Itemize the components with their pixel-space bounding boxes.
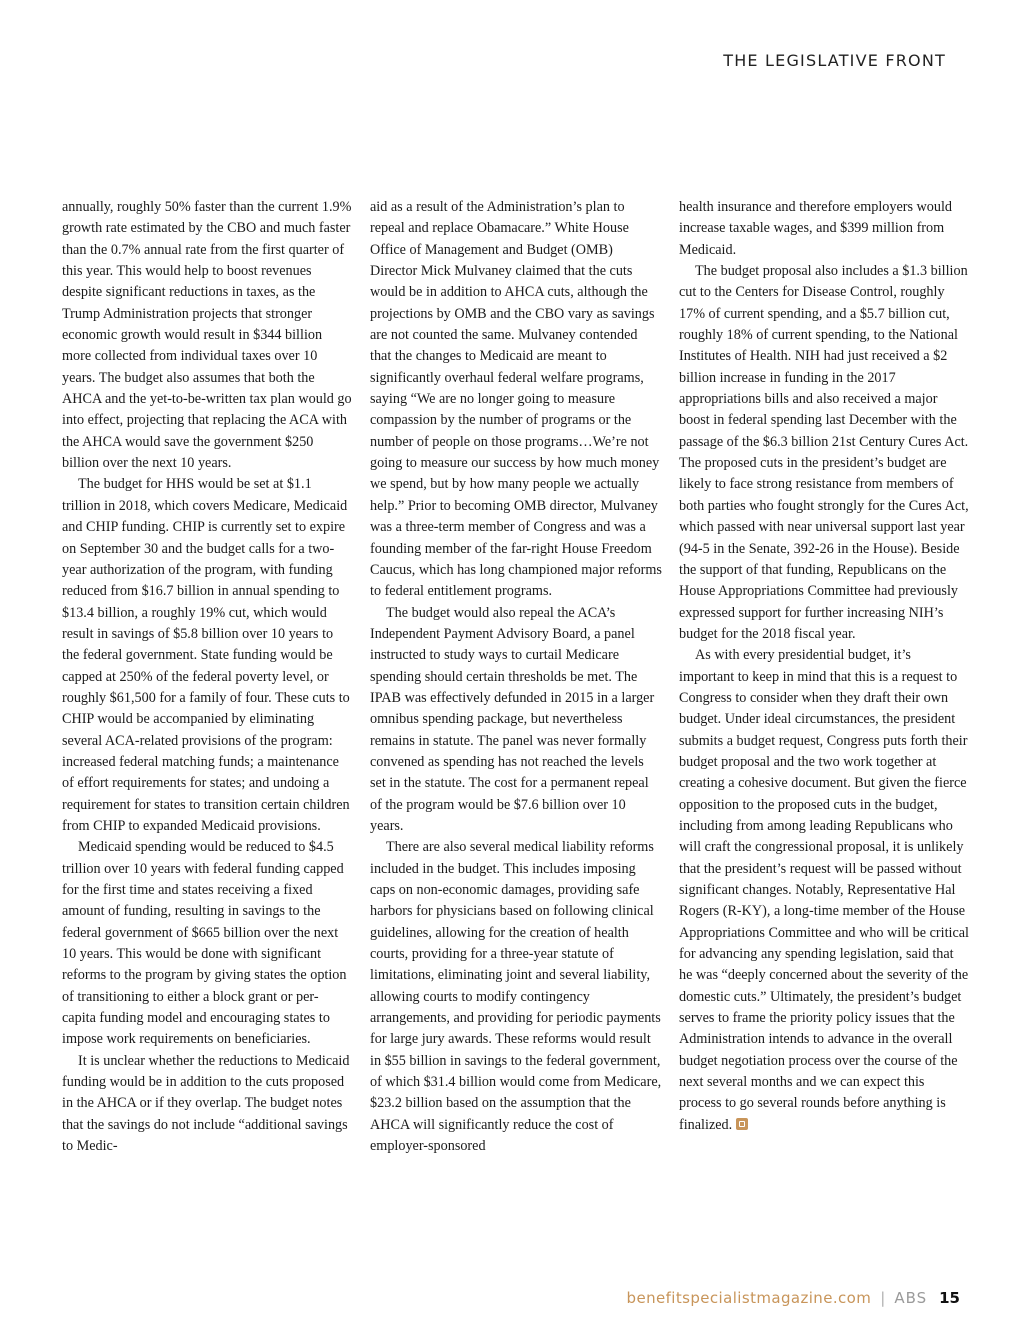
- paragraph: health insurance and therefore employers would increase taxable wages, and $399 million from Medicaid.: [679, 199, 953, 258]
- section-label: THE LEGISLATIVE FRONT: [723, 51, 946, 70]
- footer-website: benefitspecialistmagazine.com: [626, 1289, 872, 1307]
- paragraph-text: As with every presidential budget, it’s important to keep in mind that this is a request to Congress to consider when they draft their own budget. Under ideal circumstances, the president submits a budget request, Congress puts forth their budget proposal and the two work together at creating a cohesive document. But given the fierce opposition to the proposed cuts in the budget, including from among leading Republicans who will craft the congressional proposal, it is unlikely that the president’s request will be passed without significant changes. Notably, Representative Hal Rogers (R-KY), a long-time member of the House Appropriations Committee and who will be critical for advancing any spending legislation, said that he was “deeply concerned about the severity of the domestic cuts.” Ultimately, the president’s budget serves to frame the priority policy issues that the Administration intends to advance in the overall budget negotiation process over the course of the next several months and we can expect this process to go several rounds before anything is finalized.: [679, 647, 969, 1133]
- column-2: [370, 197, 662, 1157]
- paragraph: The budget proposal also includes a $1.3 billion cut to the Centers for Disease Control, roughly 17% of current spending, and a $5.7 billion cut, roughly 18% of current spending, to the National Institutes of Health. NIH had just received a $2 billion increase in funding in the 2017 appropriations bills and also received a major boost in federal spending last December with the passage of the $6.3 billion 21st Century Cures Act. The proposed cuts in the president’s budget are likely to face strong resistance from members of both parties who fought strongly for the Cures Act, which passed with near universal support last year (94-5 in the Senate, 392-26 in the House). Beside the support of that funding, Republicans on the House Appropriations Committee had previously expressed support for further increasing NIH’s budget for the 2018 fiscal year.: [679, 263, 969, 642]
- page-number: 15: [939, 1289, 960, 1307]
- article-body: [0, 197, 1024, 1257]
- paragraph: It is unclear whether the reductions to Medicaid funding would be in addition to the cuts proposed in the AHCA or if they overlap. The budget notes that the savings do not include “additional savings to Medic-: [62, 1052, 350, 1155]
- end-mark-icon: [736, 1118, 748, 1130]
- paragraph: aid as a result of the Administration’s plan to repeal and replace Obamacare.” White House Office of Management and Budget (OMB) Director Mick Mulvaney claimed that the cuts would be in addition to AHCA cuts, although the projections by OMB and the CBO vary as savings are not counted the same. Mulvaney contended that the changes to Medicaid are meant to significantly overhaul federal welfare programs, saying “We are no longer going to measure compassion by the number of programs or the number of people on those programs…We’re not going to measure our success by how much money we spend, but by how many people we actually help.” Prior to becoming OMB director, Mulvaney was a three-term member of Congress and was a founding member of the far-right House Freedom Caucus, which has long championed major reforms to federal entitlement programs.: [370, 199, 662, 600]
- page-footer: [627, 1289, 960, 1307]
- paragraph: annually, roughly 50% faster than the current 1.9% growth rate estimated by the CBO and much faster than the 0.7% annual rate from the first quarter of this year. This would help to boost revenues despite significant reductions in taxes, as the Trump Administration projects that stronger economic growth would result in $344 billion more collected from individual taxes over 10 years. The budget also assumes that both the AHCA and the yet-to-be-written tax plan would go into effect, projecting that replacing the ACA with the AHCA would save the government $250 billion over the next 10 years.: [62, 199, 352, 472]
- paragraph: There are also several medical liability reforms included in the budget. This includes imposing caps on non-economic damages, providing safe harbors for physicians based on following clinical guidelines, allowing for the creation of health courts, providing for a three-year statute of limitations, eliminating joint and several liability, allowing courts to modify contingency arrangements, and providing for periodic payments for large jury awards. These reforms would result in $55 billion in savings to the federal government, of which $31.4 billion would come from Medicare, $23.2 billion based on the assumption that the AHCA will significantly reduce the cost of employer-sponsored: [370, 839, 662, 1155]
- column-3: [679, 197, 969, 1136]
- footer-publication: ABS: [894, 1289, 928, 1307]
- paragraph: Medicaid spending would be reduced to $4.5 trillion over 10 years with federal funding capped for the first time and states receiving a fixed amount of funding, resulting in savings to the federal government of $665 billion over the next 10 years. This would be done with significant reforms to the program by giving states the option of transitioning to either a block grant or per-capita funding model and encouraging states to impose work requirements on beneficiaries.: [62, 839, 347, 1048]
- column-1: [62, 197, 352, 1157]
- paragraph: The budget for HHS would be set at $1.1 trillion in 2018, which covers Medicare, Medicaid and CHIP funding. CHIP is currently set to expire on September 30 and the budget calls for a two-year authorization of the program, with funding reduced from $16.7 billion in annual spending to $13.4 billion, a roughly 19% cut, which would result in savings of $5.8 billion over 10 years to the federal government. State funding would be capped at 250% of the federal poverty level, or roughly $61,500 for a family of four. These cuts to CHIP would be accompanied by eliminating several ACA-related provisions of the program: increased federal matching funds; a maintenance of effort requirements for states; and undoing a requirement for states to transition certain children from CHIP to expanded Medicaid provisions.: [62, 476, 350, 834]
- footer-separator: |: [880, 1289, 886, 1307]
- paragraph: The budget would also repeal the ACA’s Independent Payment Advisory Board, a panel instructed to study ways to curtail Medicare spending should certain thresholds be met. The IPAB was effectively defunded in 2015 in a larger omnibus spending package, but nevertheless remains in statute. The panel was never formally convened as spending has not reached the levels set in the statute. The cost for a permanent repeal of the program would be $7.6 billion over 10 years.: [370, 604, 655, 834]
- last-paragraph: [679, 645, 969, 1136]
